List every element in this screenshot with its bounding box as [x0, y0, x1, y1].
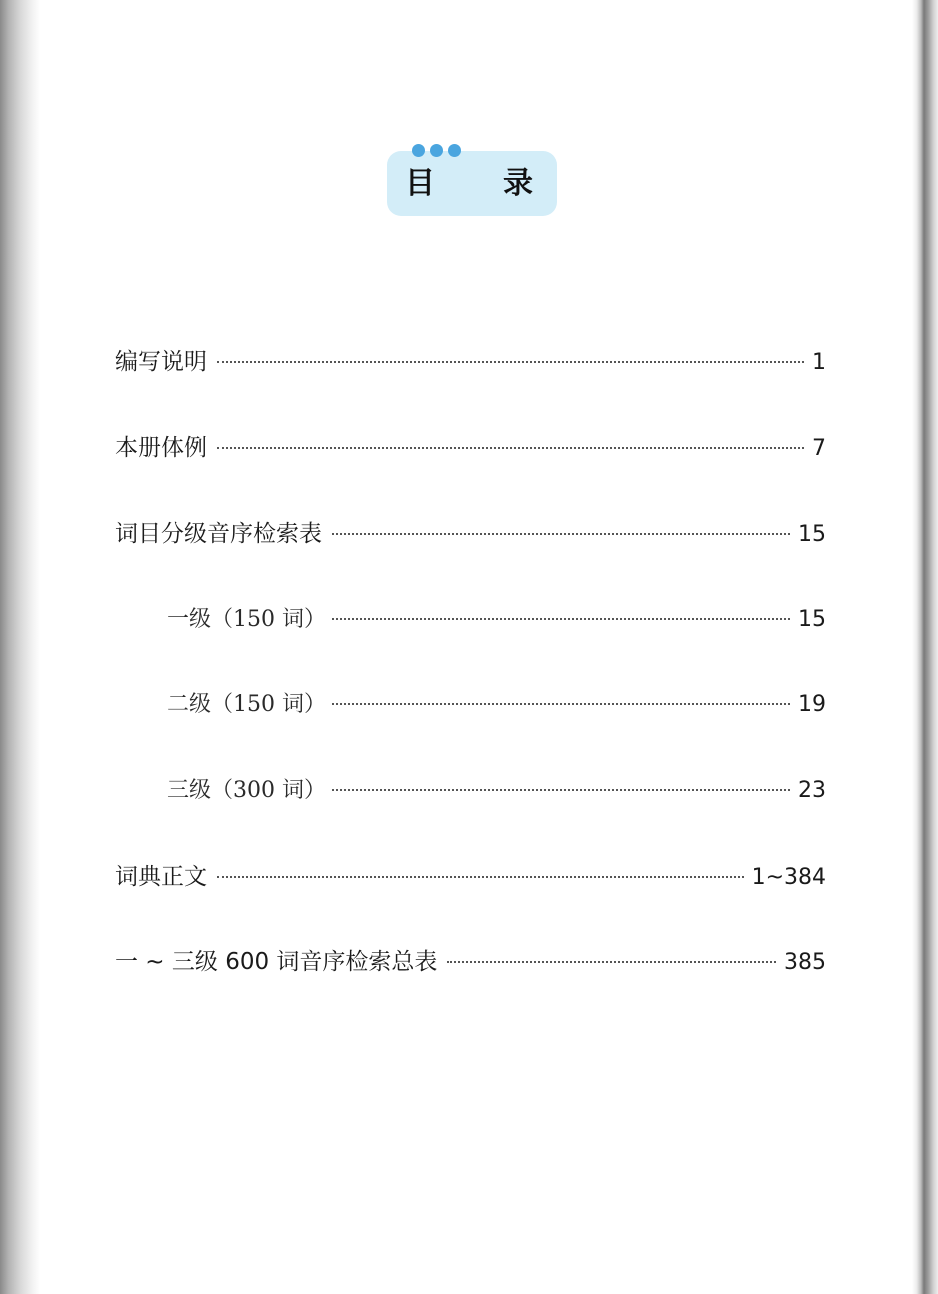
toc-entry-page: 7: [812, 436, 826, 461]
toc-entry-label: 一 ~ 三级 600 词音序检索总表: [115, 949, 438, 975]
title-dots: [412, 144, 461, 158]
toc-entry-page: 19: [798, 692, 826, 717]
toc-entry-fenji-index[interactable]: [115, 519, 826, 549]
page-title-char-1: 目: [405, 166, 435, 201]
toc-dot-leader: [332, 533, 790, 535]
toc-entry-bianxie[interactable]: [115, 347, 826, 377]
toc-entry-page: 23: [798, 778, 826, 803]
toc-entry-label: 编写说明: [115, 349, 207, 375]
toc-entry-dictionary-body[interactable]: [115, 862, 826, 892]
toc-subentry-level-1[interactable]: [167, 605, 826, 635]
page-title-char-2: 录: [503, 166, 533, 201]
toc-dot-leader: [217, 361, 804, 363]
toc-entry-page: 1: [812, 350, 826, 375]
toc-dot-leader: [447, 961, 776, 963]
toc-entry-label: 本册体例: [115, 435, 207, 461]
toc-entry-benci[interactable]: [115, 433, 826, 463]
title-dot: [412, 144, 425, 157]
toc-entry-page: 385: [784, 950, 826, 975]
toc-entry-label: 二级（150 词）: [167, 692, 326, 717]
title-dot: [430, 144, 443, 157]
toc-dot-leader: [217, 447, 804, 449]
toc-entry-label: 一级（150 词）: [167, 607, 326, 632]
toc-dot-leader: [332, 618, 790, 620]
toc-dot-leader: [332, 703, 790, 705]
toc-dot-leader: [217, 876, 744, 878]
toc-entry-page: 15: [798, 522, 826, 547]
toc-entry-label: 词典正文: [115, 864, 207, 890]
title-dot: [448, 144, 461, 157]
toc-dot-leader: [332, 789, 790, 791]
page-gutter-right: [912, 0, 938, 1294]
toc-subentry-level-3[interactable]: [167, 776, 826, 806]
page-gutter-left: [0, 0, 40, 1294]
toc-subentry-level-2[interactable]: [167, 690, 826, 720]
toc-entry-page: 1~384: [751, 865, 826, 890]
toc-entry-label: 三级（300 词）: [167, 778, 326, 803]
toc-entry-page: 15: [798, 607, 826, 632]
toc-entry-master-index[interactable]: [115, 947, 826, 977]
toc-entry-label: 词目分级音序检索表: [115, 521, 322, 547]
